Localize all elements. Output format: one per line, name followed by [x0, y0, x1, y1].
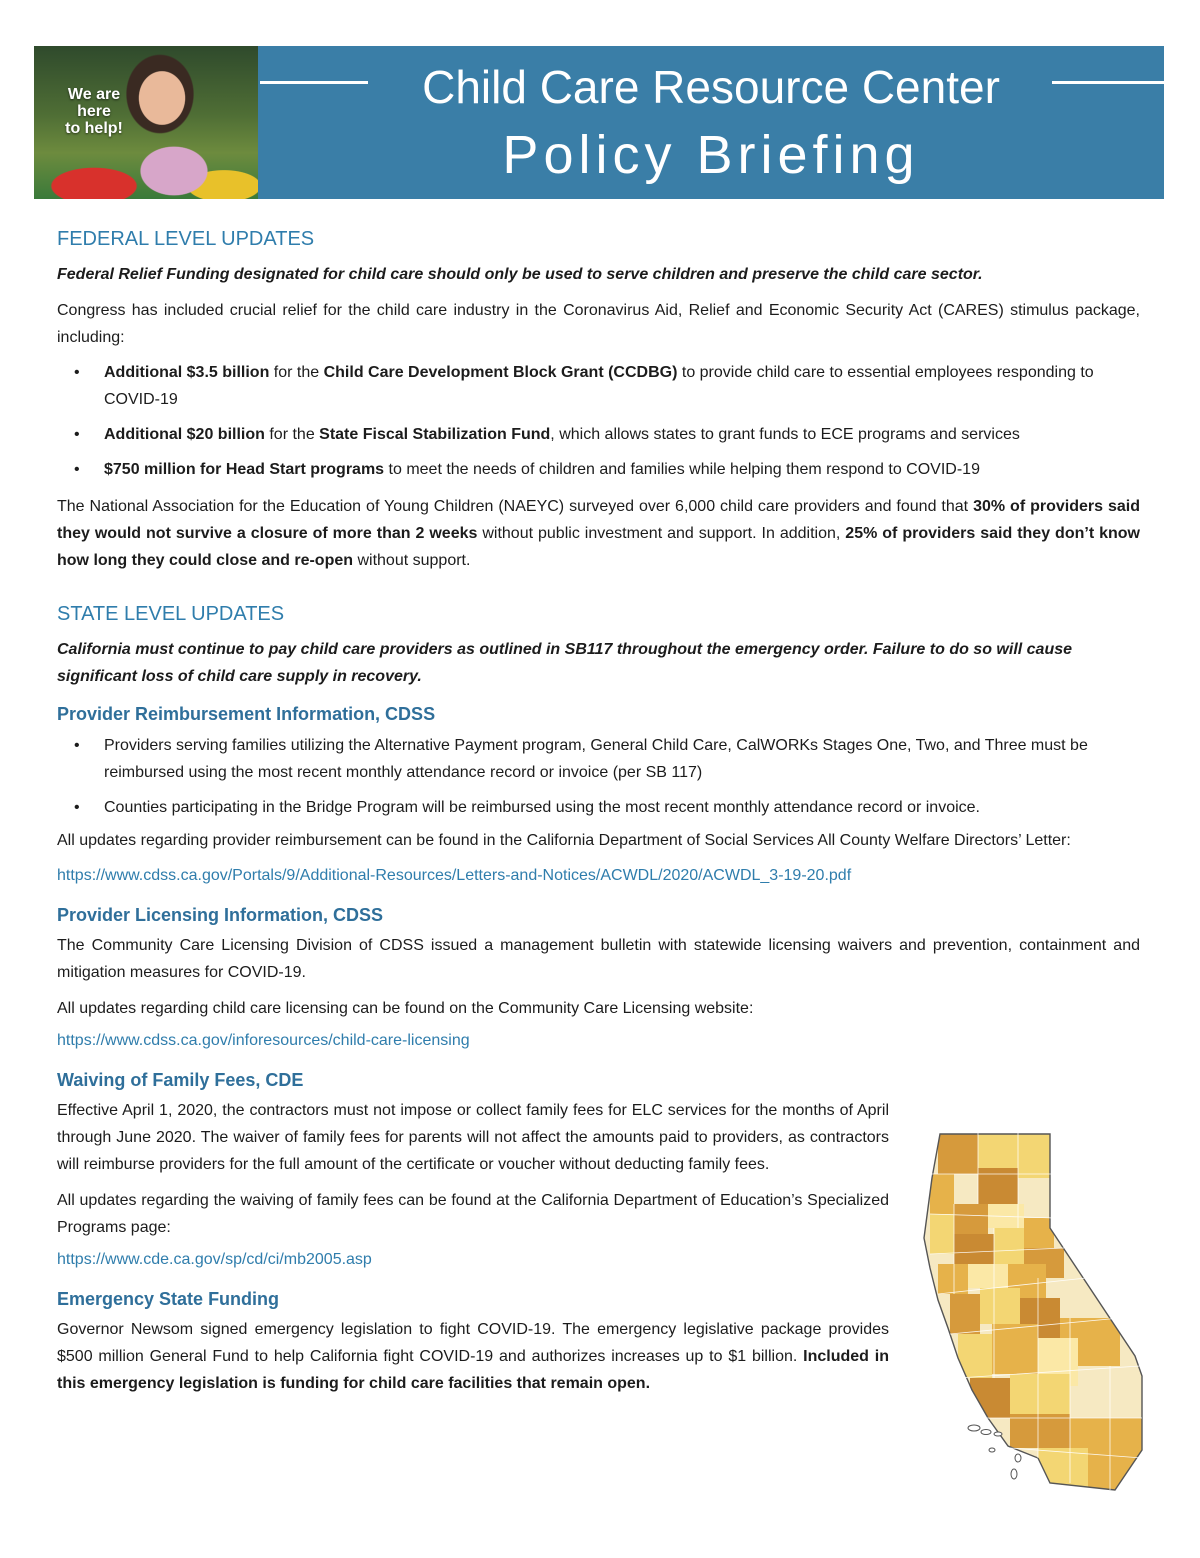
list-item: • Providers serving families utilizing the Alternative Payment program, General Child Care, CalWORKs Stages One, Two, and Three must be reimbursed using the most recent monthly attendance record or invoice (per SB 117) [57, 732, 1140, 786]
fees-note: All updates regarding the waiving of family fees can be found at the California Department of Education’s Specialized Programs page: [57, 1192, 889, 1236]
list-item [57, 359, 1140, 413]
naeyc-bold: 25% of providers said they don’t know how long they could close and re-open [57, 525, 1140, 569]
bullet-text: for the [269, 364, 324, 381]
photo-caption [56, 86, 132, 137]
reimbursement-note: All updates regarding provider reimbursement can be found in the California Department of Social Services All County Welfare Directors’ Letter: [57, 832, 1071, 849]
federal-heading: FEDERAL LEVEL UPDATES [57, 228, 315, 250]
bullet-text: for the [264, 426, 320, 443]
photo-caption-line1: We are [67, 86, 121, 103]
california-county-map [910, 1128, 1150, 1498]
naeyc-bold: 30% of providers said they would not survive a closure of more than 2 weeks [57, 498, 1141, 542]
bullet-bold: State Fiscal Stabilization Fund [319, 426, 551, 443]
emergency-heading: Emergency State Funding [57, 1289, 280, 1309]
fees-heading: Waiving of Family Fees, CDE [57, 1070, 304, 1090]
emergency-body: Governor Newsom signed emergency legislation to fight COVID-19. The emergency legislative package provides $500 million General Fund to help California fight COVID-19 and authorizes increases up to $1 billion. [57, 1321, 889, 1365]
bullet-text: , which allows states to grant funds to ECE programs and services [550, 426, 1020, 443]
naeyc-text: without public investment and support. In addition, [477, 525, 846, 542]
list-item [57, 456, 1140, 483]
bullet-bold: Additional $3.5 billion [104, 364, 270, 381]
emergency-bold: Included in this emergency legislation is funding for child care facilities that remain open. [57, 1348, 889, 1392]
county-fills [910, 1128, 1150, 1498]
licensing-text: The Community Care Licensing Division of CDSS issued a management bulletin with statewide licensing waivers and prevention, containment and mitigation measures for COVID-19. [57, 937, 1140, 981]
header-photo [34, 46, 258, 199]
federal-bullet-list [57, 359, 1140, 483]
header-banner [34, 46, 1164, 199]
bullet-text: to provide child care to essential employees responding to COVID-19 [104, 364, 1094, 408]
list-item: • Counties participating in the Bridge Program will be reimbursed using the most recent monthly attendance record or invoice. [57, 794, 1140, 821]
fees-text: Effective April 1, 2020, the contractors must not impose or collect family fees for ELC services for the months of April through June 2020. The waiver of family fees for parents will not affect the amounts paid to providers, as contractors will reimburse providers for the full amount of the certificate or voucher without deducting family fees. [57, 1102, 889, 1173]
federal-intro: Congress has included crucial relief for the child care industry in the Coronavirus Aid, Relief and Economic Security Act (CARES) stimulus package, including: [57, 302, 1140, 346]
reimbursement-bullet-list [57, 732, 1140, 821]
bullet-bold: $750 million for Head Start programs [104, 461, 385, 478]
licensing-heading: Provider Licensing Information, CDSS [57, 905, 384, 925]
licensing-note: All updates regarding child care licensing can be found on the Community Care Licensing website: [57, 1000, 754, 1017]
bullet-bold: Child Care Development Block Grant (CCDBG) [323, 364, 678, 381]
acwdl-link[interactable]: https://www.cdss.ca.gov/Portals/9/Additional-Resources/Letters-and-Notices/ACWDL/2020/ACWDL_3-19-20.pdf [57, 867, 852, 884]
bullet-text: to meet the needs of children and families while helping them respond to COVID-19 [384, 461, 980, 478]
state-heading: STATE LEVEL UPDATES [57, 603, 285, 625]
bullet-bold: Additional $20 billion [104, 426, 265, 443]
page-subtitle: Policy Briefing [502, 125, 920, 185]
fees-link[interactable]: https://www.cde.ca.gov/sp/cd/ci/mb2005.asp [57, 1251, 372, 1268]
naeyc-text: without support. [353, 552, 471, 569]
photo-caption-line3: to help! [65, 120, 123, 137]
reimbursement-heading: Provider Reimbursement Information, CDSS [57, 704, 436, 724]
naeyc-text: The National Association for the Education of Young Children (NAEYC) surveyed over 6,000 child care providers and found that [57, 498, 974, 515]
state-lead: California must continue to pay child care providers as outlined in SB117 throughout the emergency order. Failure to do so will cause significant loss of child care supply in recovery. [57, 641, 1073, 685]
emergency-text [57, 1316, 889, 1397]
page-title: Child Care Resource Center [422, 61, 1000, 113]
licensing-link[interactable]: https://www.cdss.ca.gov/inforesources/child-care-licensing [57, 1032, 470, 1049]
list-item [57, 421, 1140, 448]
federal-lead: Federal Relief Funding designated for child care should only be used to serve children and preserve the child care sector. [57, 266, 983, 283]
naeyc-paragraph [57, 493, 1140, 574]
photo-caption-line2: here [77, 103, 111, 120]
